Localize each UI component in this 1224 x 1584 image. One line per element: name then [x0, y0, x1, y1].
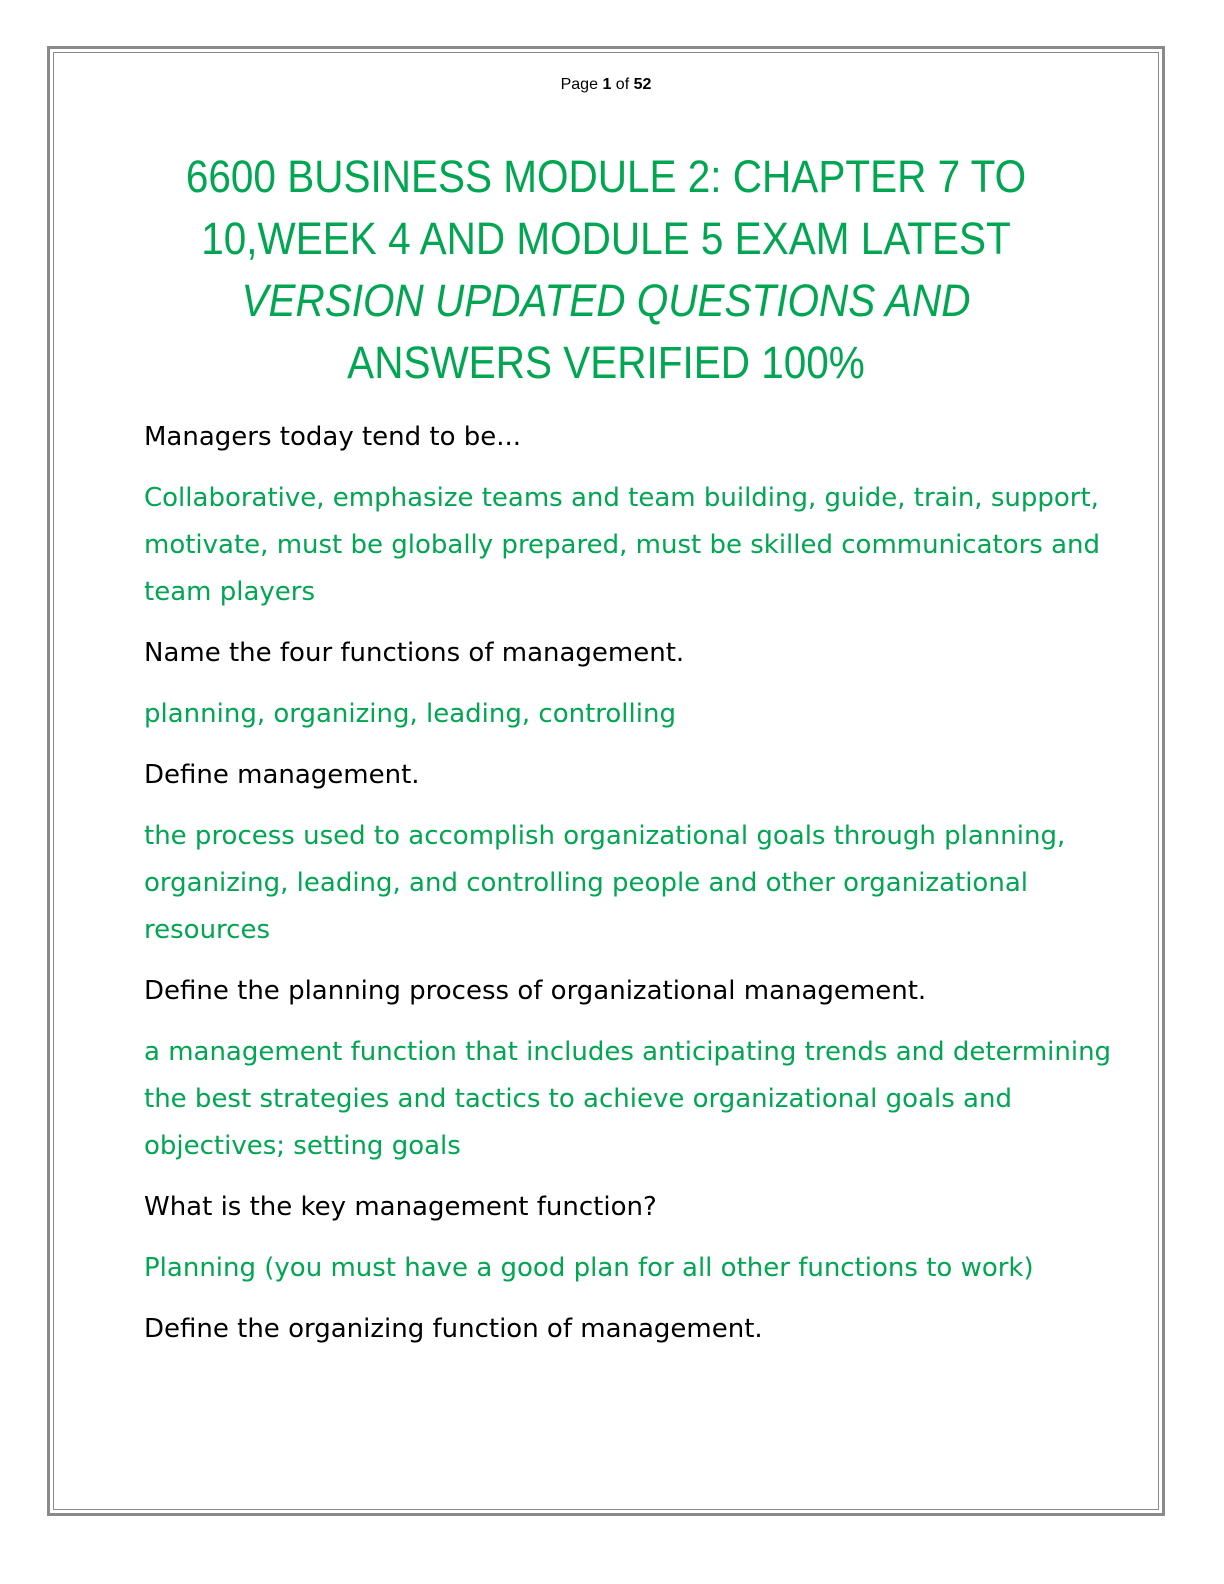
title-line-2: 10,WEEK 4 AND MODULE 5 EXAM LATEST: [201, 213, 1011, 264]
question-text: Name the four functions of management.: [144, 638, 685, 668]
answer-text: the process used to accomplish organizational goals through planning, organizing, leading, and controlling people and other organizational resources: [144, 821, 1066, 945]
page-current: 1: [602, 76, 612, 93]
answer-text: planning, organizing, leading, controlling: [144, 699, 676, 729]
document-title: [115, 146, 1098, 394]
answer-text: a management function that includes anticipating trends and determining the best strategies and tactics to achieve organizational goals and objectives; setting goals: [144, 1037, 1112, 1161]
question-text: Define management.: [144, 760, 420, 790]
page-number: [0, 76, 1212, 94]
qa-item: [144, 752, 1134, 954]
answer-text: Planning (you must have a good plan for all other functions to work): [144, 1253, 1034, 1283]
question-text: Define the organizing function of management.: [144, 1314, 763, 1344]
title-line-1: 6600 BUSINESS MODULE 2: CHAPTER 7 TO: [185, 151, 1027, 202]
title-line-3: VERSION UPDATED QUESTIONS AND: [241, 275, 971, 326]
question-text: Managers today tend to be...: [144, 422, 522, 452]
page-of: of: [615, 76, 630, 93]
qa-item: [144, 1306, 1134, 1353]
page-total: 52: [633, 76, 652, 93]
qa-item: [144, 1184, 1134, 1292]
qa-item: [144, 414, 1134, 616]
page-prefix: Page: [560, 76, 598, 93]
qa-item: [144, 968, 1134, 1170]
title-line-4: ANSWERS VERIFIED 100%: [347, 337, 865, 388]
question-text: What is the key management function?: [144, 1192, 657, 1222]
question-text: Define the planning process of organizational management.: [144, 976, 927, 1006]
qa-list: [144, 414, 1134, 1367]
answer-text: Collaborative, emphasize teams and team building, guide, train, support, motivate, must be globally prepared, must be skilled communicators and team players: [144, 483, 1101, 607]
qa-item: [144, 630, 1134, 738]
